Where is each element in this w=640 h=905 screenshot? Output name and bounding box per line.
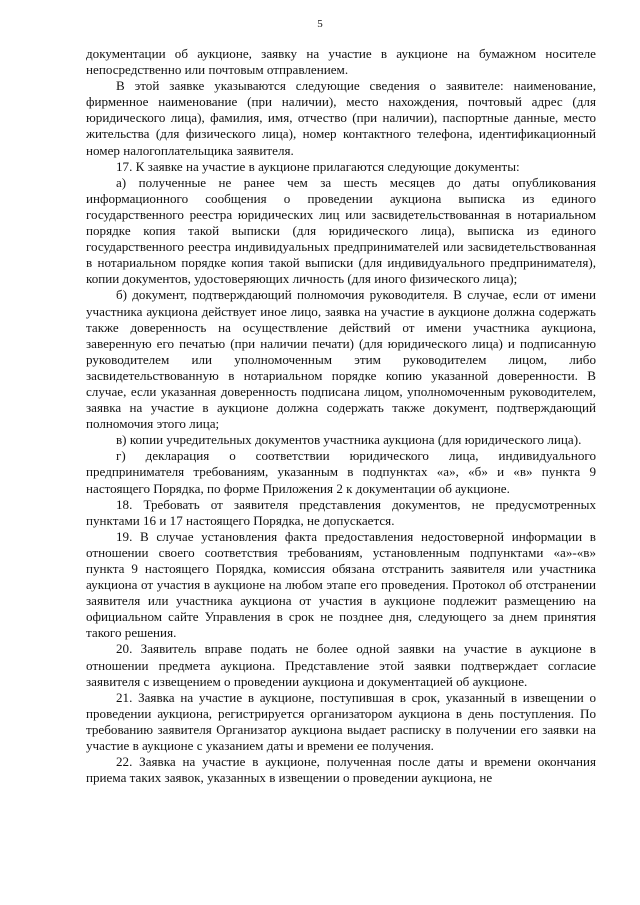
page-number: 5 <box>317 18 323 30</box>
paragraph-19-false-information: 19. В случае установления факта предоставления недостоверной информации в отношении своего соответствия требованиям, установленным подпунктами «а»-«в» пункта 9 настоящего Порядка, комиссия обязана отстранить заявителя или участника аукциона от участия в аукционе на любом этапе его проведения. Протокол об отстранении заявителя или участника аукциона от участия в аукционе подлежит размещению на официальном сайте Управления в срок не позднее дня, следующего за днем принятия такого решения. <box>86 528 596 641</box>
paragraph-application-submission-end: документации об аукционе, заявку на участие в аукционе на бумажном носителе непосредственно или почтовым отправлением. <box>86 46 596 78</box>
paragraph-17a-register-extract: а) полученные не ранее чем за шесть месяцев до даты опубликования информационного сообщения о проведении аукциона выписка из единого государственного реестра юридических лиц или засвидетельствованная в нотариальном порядке копия такой выписки (для юридического лица), выписка из единого государственного реестра индивидуальных предпринимателей или засвидетельствованная в нотариальном порядке копия такой выписки (для индивидуального предпринимателя), копии документов, удостоверяющих личность (для иного физического лица); <box>86 174 596 287</box>
paragraph-17g-declaration: г) декларация о соответствии юридического лица, индивидуального предпринимателя требованиям, указанным в подпунктах «а», «б» и «в» пункта 9 настоящего Порядка, по форме Приложения 2 к документации об аукционе. <box>86 448 596 496</box>
paragraph-applicant-details: В этой заявке указываются следующие сведения о заявителе: наименование, фирменное наименование (при наличии), место нахождения, почтовый адрес (для юридического лица), фамилия, имя, отчество (при наличии), паспортные данные, место жительства (для физического лица), номер контактного телефона, идентификационный номер налогоплательщика заявителя. <box>86 78 596 158</box>
paragraph-17v-founding-documents: в) копии учредительных документов участника аукциона (для юридического лица). <box>116 432 582 448</box>
paragraph-22-late-application: 22. Заявка на участие в аукционе, полученная после даты и времени окончания приема таких заявок, указанных в извещении о проведении аукциона, не <box>86 754 596 786</box>
paragraph-21-registration: 21. Заявка на участие в аукционе, поступившая в срок, указанный в извещении о проведении аукциона, регистрируется организатором аукциона в день поступления. По требованию заявителя Организатор аукциона выдает расписку в получении его заявки на участие в аукционе с указанием даты и времени ее получения. <box>86 689 596 754</box>
paragraph-17-attached-documents: 17. К заявке на участие в аукционе прилагаются следующие документы: <box>116 158 520 174</box>
paragraph-20-one-application: 20. Заявитель вправе подать не более одной заявки на участие в аукционе в отношении предмета аукциона. Представление этой заявки подтверждает согласие заявителя с извещением о проведении аукциона и документацией об аукционе. <box>86 641 596 689</box>
paragraph-18-no-extra-documents: 18. Требовать от заявителя представления документов, не предусмотренных пунктами 16 и 17 настоящего Порядка, не допускается. <box>86 496 596 528</box>
paragraph-17b-authority-document: б) документ, подтверждающий полномочия руководителя. В случае, если от имени участника аукциона действует иное лицо, заявка на участие в аукционе должна содержать также доверенность на осуществление действий от имени участника аукциона, заверенную его печатью (при наличии печати) (для юридического лица) и подписанную руководителем или уполномоченным этим руководителем лицом, либо засвидетельствованную в нотариальном порядке копию указанной доверенности. В случае, если указанная доверенность подписана лицом, уполномоченным руководителем, заявка на участие в аукционе должна содержать также документ, подтверждающий полномочия этого лица; <box>86 287 596 432</box>
document-body <box>86 46 596 786</box>
